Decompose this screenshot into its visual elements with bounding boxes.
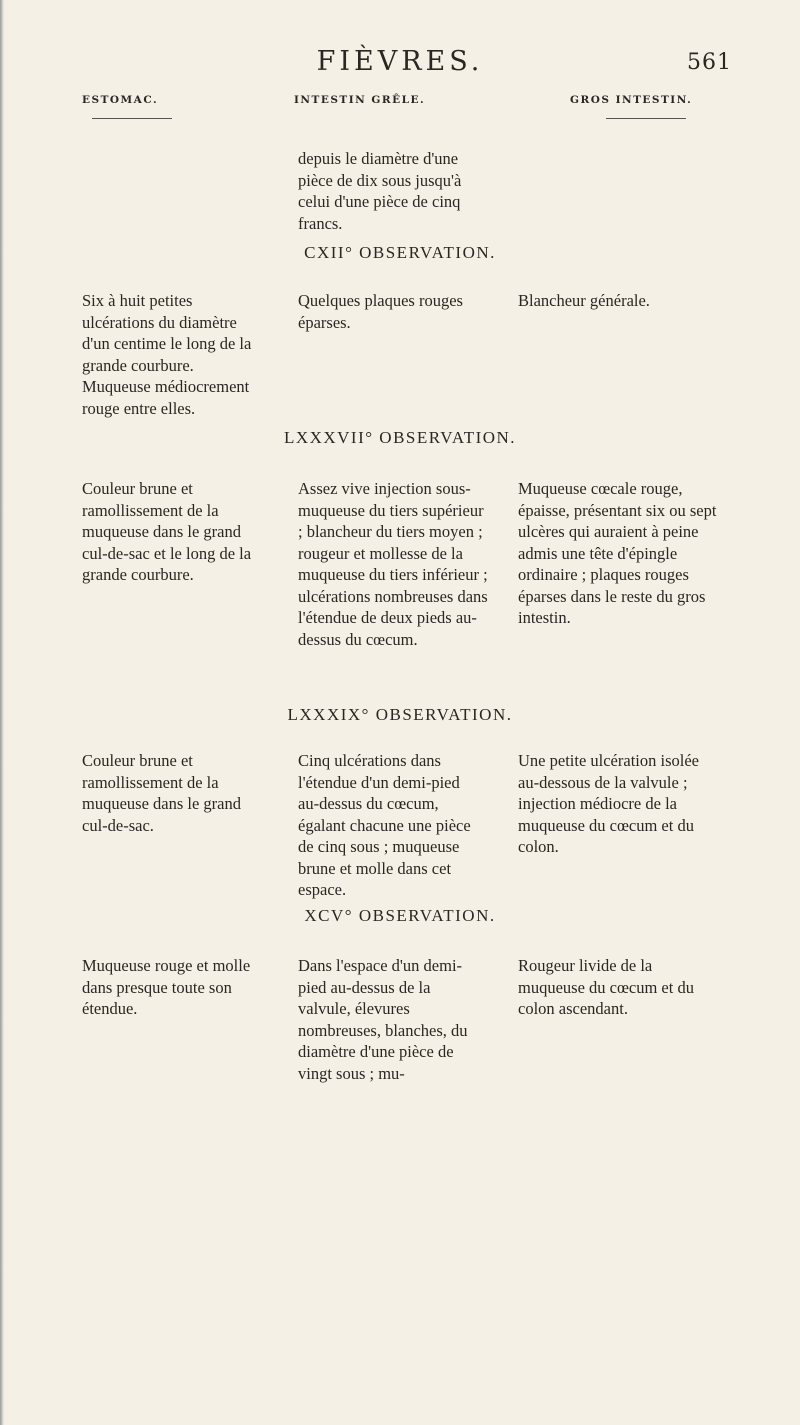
continued-cell-intestin: depuis le diamètre d'une pièce de dix sous jusqu'à celui d'une pièce de cinq francs.: [298, 149, 462, 233]
page-number: 561: [687, 50, 732, 75]
observation-heading: LXXXVII° OBSERVATION.: [283, 428, 517, 447]
column-head-estomac: ESTOMAC.: [82, 94, 159, 106]
column-rule: [606, 118, 686, 119]
observation-cell-gros-intestin: Blancheur générale.: [518, 291, 650, 310]
observation-cell-intestin: Assez vive injection sous-muqueuse du tiers supérieur ; blancheur du tiers moyen ; rougeur et mollesse de la muqueuse du tiers inférieur ; ulcérations nombreuses dans l'étendue de deux pieds au-dessus du cœcum.: [298, 479, 488, 649]
observation-heading: XCV° OBSERVATION.: [304, 906, 496, 925]
observation-cell-intestin: Cinq ulcérations dans l'étendue d'un demi-pied au-dessus du cœcum, égalant chacune une pièce de cinq sous ; muqueuse brune et molle dans cet espace.: [298, 751, 471, 899]
observation-cell-estomac: Six à huit petites ulcérations du diamètre d'un centime le long de la grande courbure. Muqueuse médiocrement rouge entre elles.: [82, 291, 252, 418]
observation-cell-gros-intestin: Muqueuse cœcale rouge, épaisse, présentant six ou sept ulcères qui auraient à peine admis une tête d'épingle ordinaire ; plaques rouges éparses dans le reste du gros intestin.: [518, 479, 717, 627]
observation-cell-gros-intestin: Une petite ulcération isolée au-dessous de la valvule ; injection médiocre de la muqueuse du cœcum et du colon.: [518, 751, 699, 856]
observation-cell-estomac: Couleur brune et ramollissement de la muqueuse dans le grand cul-de-sac et le long de la grande courbure.: [82, 479, 252, 584]
observation-heading: CXII° OBSERVATION.: [304, 243, 496, 262]
column-head-intestin-grele: INTESTIN GRÊLE.: [294, 94, 426, 106]
observation-cell-estomac: Muqueuse rouge et molle dans presque toute son étendue.: [82, 956, 251, 1018]
observation-cell-gros-intestin: Rougeur livide de la muqueuse du cœcum et du colon ascendant.: [518, 956, 694, 1018]
observation-cell-intestin: Quelques plaques rouges éparses.: [298, 291, 463, 332]
observation-heading: LXXXIX° OBSERVATION.: [287, 705, 513, 724]
running-head: FIÈVRES.: [316, 46, 484, 77]
column-head-gros-intestin: GROS INTESTIN.: [570, 94, 693, 106]
column-rule: [92, 118, 172, 119]
observation-cell-estomac: Couleur brune et ramollissement de la muqueuse dans le grand cul-de-sac.: [82, 751, 241, 835]
observation-cell-intestin: Dans l'espace d'un demi-pied au-dessus de la valvule, élevures nombreuses, blanches, du diamètre d'une pièce de vingt sous ; mu-: [298, 956, 468, 1083]
